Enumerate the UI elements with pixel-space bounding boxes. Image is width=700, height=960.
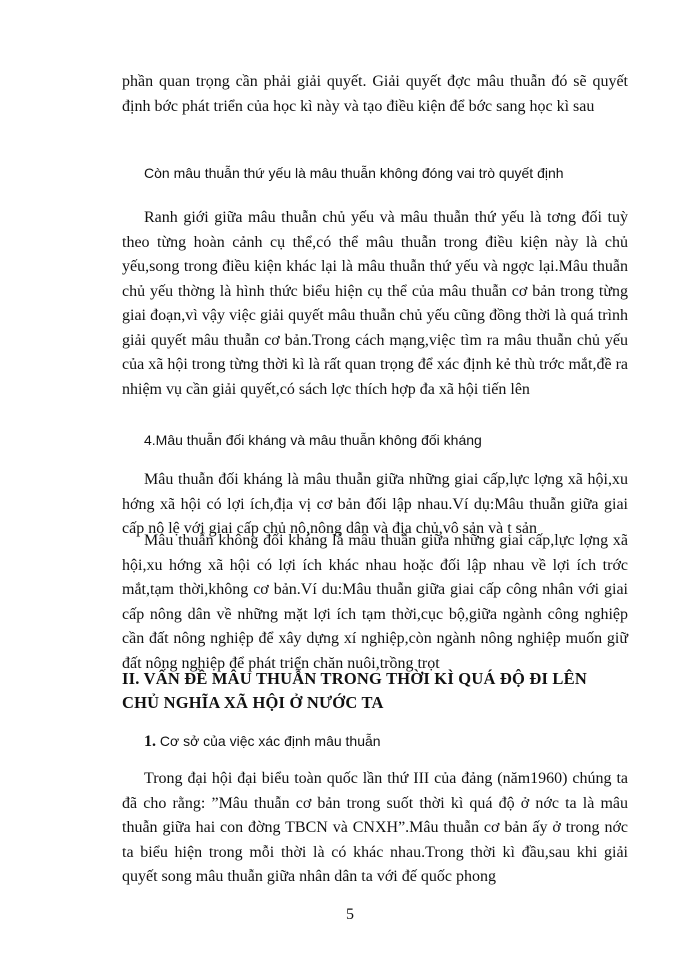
subsection-number: 1. — [144, 733, 156, 750]
paragraph-secondary-contradiction: Còn mâu thuẫn thứ yếu là mâu thuẫn không đóng vai trò quyết định — [144, 165, 564, 181]
heading-antagonistic: 4.Mâu thuẫn đối kháng và mâu thuẫn không đối kháng — [144, 432, 482, 448]
paragraph-non-antagonistic: Mâu thuẫn không đối kháng là mâu thuẫn giữa những giai cấp,lực lợng xã hội,xu hớng xã hội có lợi ích khác nhau hoặc đối lập nhau về lợi ích trớc mắt,tạm thời,không cơ bản.Ví du:Mâu thuẫn giữa giai cấp công nhân với giai cấp nông dân về những mặt lợi ích tạm thời,cục bộ,giữa ngành công nghiệp cần đất nông nghiệp để xây dựng xí nghiệp,còn ngành nông nghiệp muốn giữ đất nông nghiệp để phát triển chăn nuôi,trồng trọt — [122, 532, 628, 672]
paragraph-boundary: Ranh giới giữa mâu thuẫn chủ yếu và mâu thuẫn thứ yếu là tơng đối tuỳ theo từng hoàn cảnh cụ thể,có thể mâu thuẫn trong điều kiện này là chủ yếu,song trong điều kiện khác lại là mâu thuẫn thứ yếu và ngợc lại.Mâu thuẫn chủ yếu thờng là hình thức biểu hiện cụ thể của mâu thuẫn cơ bản trong từng giai đoạn,vì vậy việc giải quyết mâu thuẫn chủ yếu cũng đồng thời là quá trình giải quyết mâu thuẫn cơ bản.Trong cách mạng,việc tìm ra mâu thuẫn chủ yếu của xã hội trong từng thời kì là rất quan trọng để xác định kẻ thù trớc mắt,đề ra nhiệm vụ cần giải quyết,có sách lợc thích hợp đa xã hội tiến lên — [122, 209, 628, 398]
paragraph-continuation: phần quan trọng cần phải giải quyết. Giải quyết đợc mâu thuẫn đó sẽ quyết định bớc phát triển của học kì này và tạo điều kiện để bớc sang học kì sau — [122, 73, 628, 115]
paragraph-antagonistic: Mâu thuẫn đối kháng là mâu thuẫn giữa những giai cấp,lực lợng xã hội,xu hớng xã hội có lợi ích,địa vị cơ bản đối lập nhau.Ví dụ:Mâu thuẫn giữa giai cấp nô lệ với giai cấp chủ nô,nông dân và địa chủ,vô sản và t sản — [122, 471, 628, 537]
paragraph-third-congress: Trong đại hội đại biểu toàn quốc lần thứ III của đảng (năm1960) chúng ta đã cho rằng: ”Mâu thuẫn cơ bản trong suốt thời kì quá độ ở nớc ta là mâu thuẫn giữa hai con đờng TBCN và CNXH”.Mâu thuẫn cơ bản ấy ở trong nớc ta biểu hiện trong mỗi thời là có khác nhau.Trong thời kì đầu,sau khi giải quyết song mâu thuẫn giữa nhân dân ta với đế quốc phong — [122, 770, 628, 885]
subsection-heading — [144, 733, 381, 751]
subsection-title: Cơ sở của việc xác định mâu thuẫn — [156, 733, 381, 749]
page-number: 5 — [346, 906, 354, 923]
section-heading: II. VẤN ĐỀ MÂU THUẪN TRONG THỜI KÌ QUÁ ĐỘ ĐI LÊN CHỦ NGHĨA XÃ HỘI Ở NƯỚC TA — [122, 669, 587, 712]
